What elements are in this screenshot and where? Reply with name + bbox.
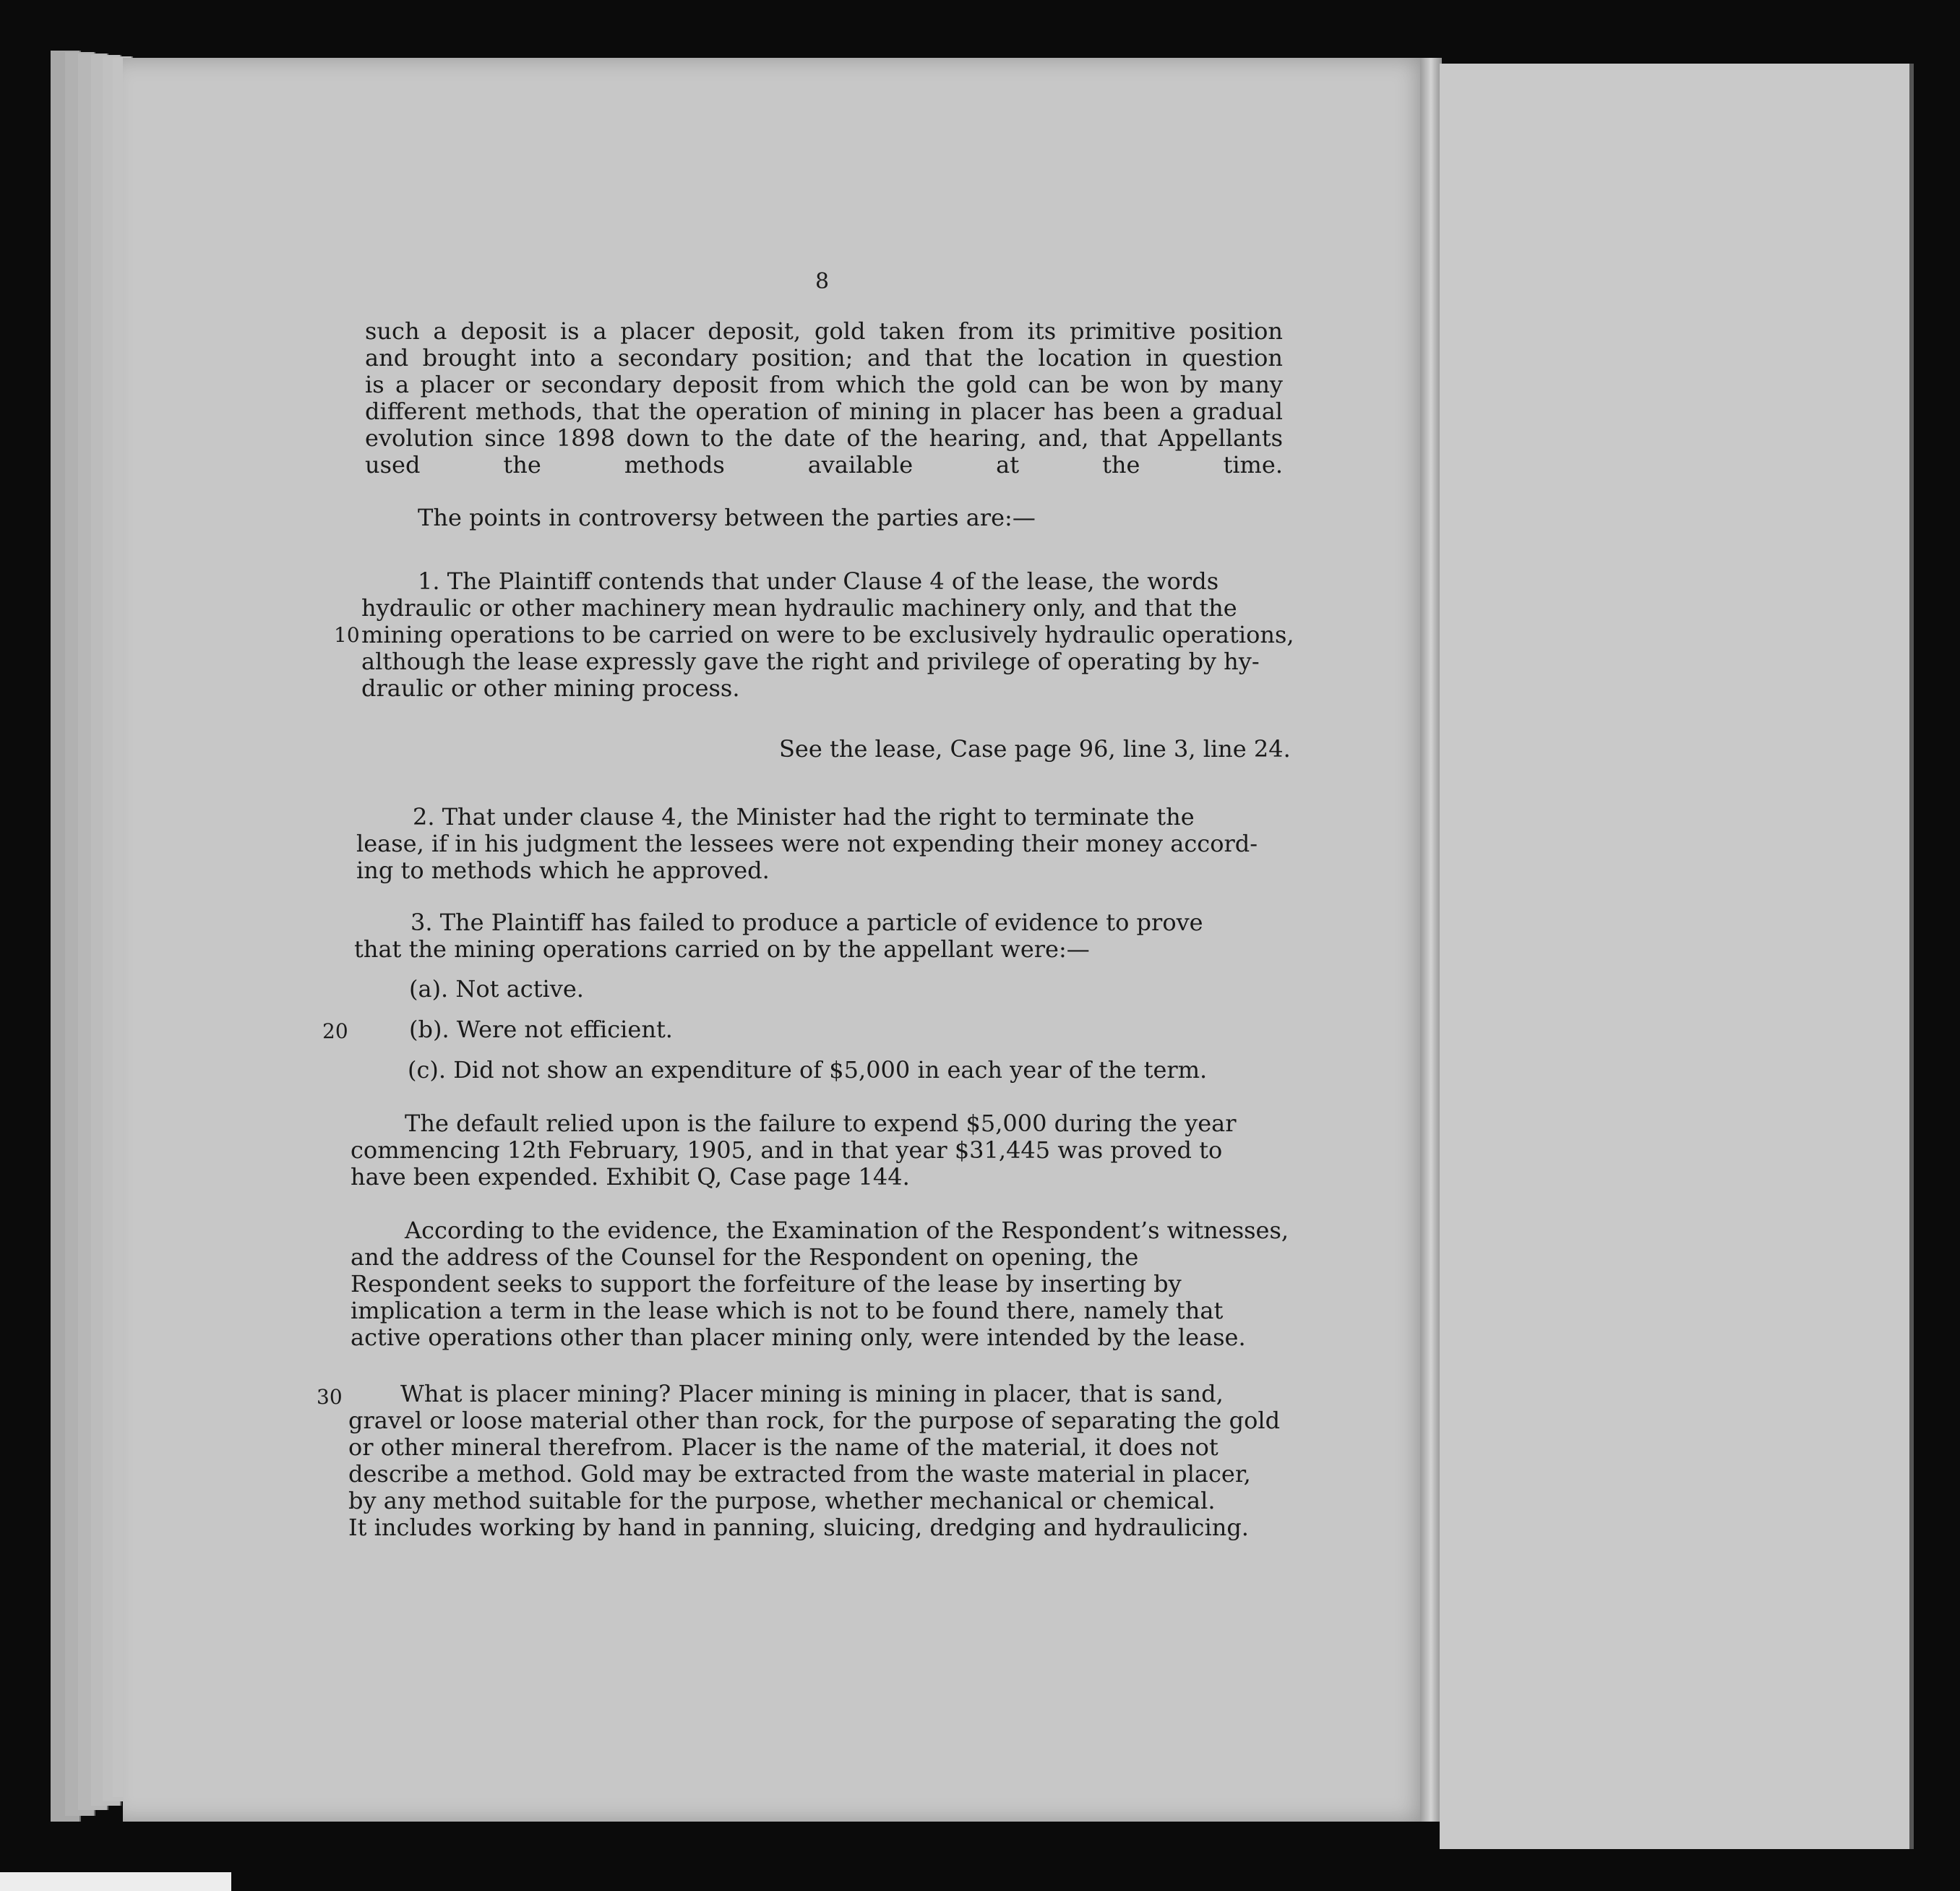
text-line: used the methods available at the time. xyxy=(365,451,1283,479)
list-item xyxy=(409,976,584,1003)
text-line: See the lease, Case page 96, line 3, line 24. xyxy=(779,735,1291,763)
text-line: 2. That under clause 4, the Minister had the right to terminate the xyxy=(413,803,1195,831)
text-line: active operations other than placer mining only, were intended by the lease. xyxy=(351,1324,1246,1351)
scan-border xyxy=(0,1872,231,1891)
paragraph xyxy=(351,1217,1289,1351)
text-line: What is placer mining? Placer mining is mining in placer, that is sand, xyxy=(400,1380,1224,1407)
paragraph xyxy=(354,909,1279,963)
list-item xyxy=(408,1057,1207,1084)
text-line: and brought into a secondary position; and that the location in question xyxy=(365,344,1283,372)
text-line: that the mining operations carried on by the appellant were:— xyxy=(354,935,1090,963)
text-line: describe a method. Gold may be extracted from the waste material in placer, xyxy=(348,1460,1251,1488)
margin-line-number: 10 xyxy=(334,623,360,647)
text-line: draulic or other mining process. xyxy=(361,674,740,702)
text-line: have been expended. Exhibit Q, Case page 144. xyxy=(351,1163,910,1191)
text-line: and the address of the Counsel for the Respondent on opening, the xyxy=(351,1243,1139,1271)
list-item xyxy=(409,1016,673,1043)
paragraph xyxy=(356,804,1280,884)
paragraph xyxy=(361,567,1294,702)
text-line: different methods, that the operation of mining in placer has been a gradual xyxy=(365,398,1283,425)
paragraph xyxy=(365,318,1283,479)
text-line: ing to methods which he approved. xyxy=(356,857,770,884)
text-line: 3. The Plaintiff has failed to produce a particle of evidence to prove xyxy=(411,909,1203,936)
text-line: It includes working by hand in panning, sluicing, dredging and hydraulicing. xyxy=(348,1514,1249,1541)
text-line: or other mineral therefrom. Placer is the name of the material, it does not xyxy=(348,1433,1218,1461)
margin-line-number: 20 xyxy=(322,1019,348,1043)
paragraph xyxy=(418,505,1036,531)
text-line: The points in controversy between the parties are:— xyxy=(418,504,1036,531)
margin-line-number: 30 xyxy=(317,1385,343,1409)
text-line: such a deposit is a placer deposit, gold taken from its primitive position xyxy=(365,317,1283,345)
text-line: (a). Not active. xyxy=(409,975,584,1003)
text-line: evolution since 1898 down to the date of the hearing, and, that Appellants xyxy=(365,424,1283,452)
text-line: mining operations to be carried on were to be exclusively hydraulic operations, xyxy=(361,621,1294,648)
text-line: The default relied upon is the failure to expend $5,000 during the year xyxy=(405,1110,1237,1137)
paragraph xyxy=(348,1380,1281,1541)
facing-page xyxy=(1440,64,1914,1849)
page-number: 8 xyxy=(815,269,830,294)
text-line: 1. The Plaintiff contends that under Clause 4 of the lease, the words xyxy=(418,567,1219,595)
paragraph xyxy=(351,1110,1277,1191)
text-line: commencing 12th February, 1905, and in that year $31,445 was proved to xyxy=(351,1136,1223,1164)
text-line: (b). Were not efficient. xyxy=(409,1016,673,1043)
text-line: by any method suitable for the purpose, whether mechanical or chemical. xyxy=(348,1487,1216,1514)
case-reference xyxy=(779,736,1291,763)
text-line: hydraulic or other machinery mean hydraulic machinery only, and that the xyxy=(361,594,1237,622)
text-line: lease, if in his judgment the lessees were not expending their money accord- xyxy=(356,830,1258,857)
text-line: (c). Did not show an expenditure of $5,000 in each year of the term. xyxy=(408,1056,1208,1084)
text-line: although the lease expressly gave the right and privilege of operating by hy- xyxy=(361,648,1260,675)
book-gutter xyxy=(1420,58,1442,1822)
text-line: is a placer or secondary deposit from which the gold can be won by many xyxy=(365,371,1283,398)
text-line: According to the evidence, the Examination of the Respondent’s witnesses, xyxy=(405,1217,1289,1244)
text-line: gravel or loose material other than rock, for the purpose of separating the gold xyxy=(348,1407,1281,1434)
text-line: implication a term in the lease which is not to be found there, namely that xyxy=(351,1297,1224,1324)
text-line: Respondent seeks to support the forfeiture of the lease by inserting by xyxy=(351,1270,1182,1298)
